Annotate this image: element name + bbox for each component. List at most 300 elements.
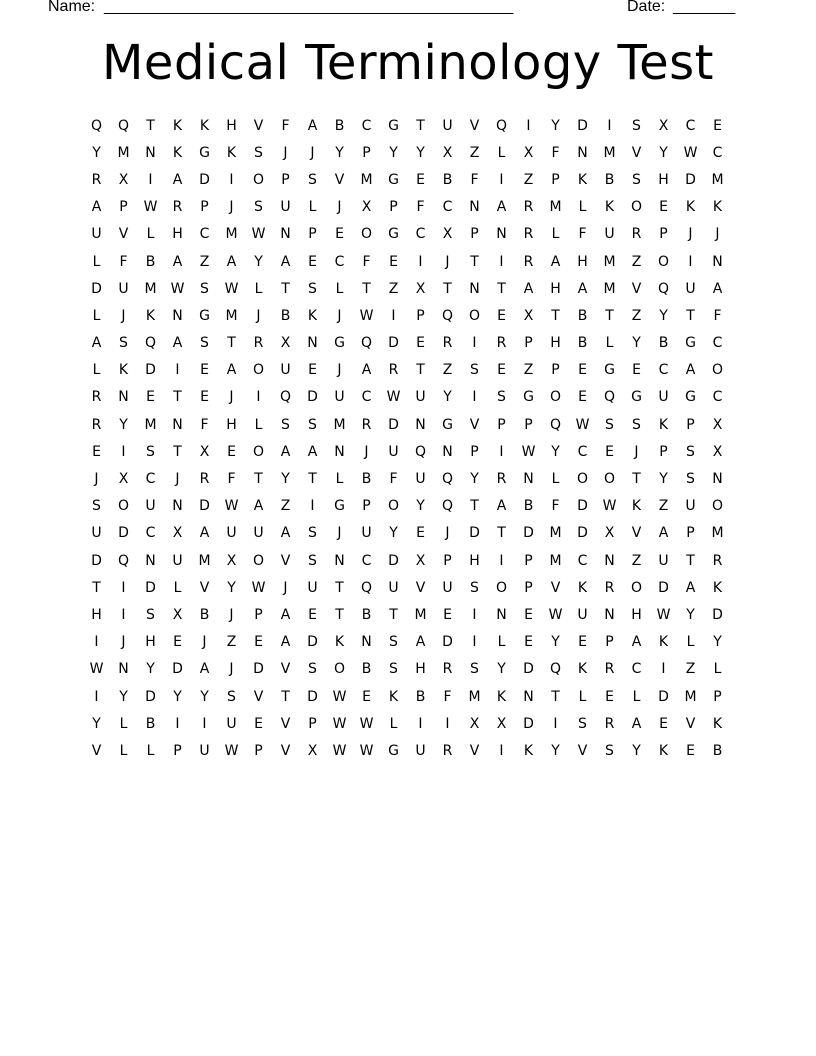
grid-letter: L <box>173 579 182 596</box>
grid-letter: W <box>575 416 590 433</box>
grid-letter: B <box>199 606 210 623</box>
grid-letter: K <box>685 199 696 216</box>
grid-letter: E <box>686 742 695 759</box>
grid-letter: P <box>551 362 560 379</box>
grid-letter: A <box>307 443 318 460</box>
grid-letter: Q <box>441 307 454 324</box>
grid-letter: R <box>91 389 102 406</box>
grid-letter: Y <box>416 498 425 515</box>
grid-letter: A <box>91 335 102 352</box>
grid-letter: L <box>254 280 263 297</box>
grid-letter: A <box>658 525 669 542</box>
grid-letter: M <box>144 416 157 433</box>
grid-letter: M <box>603 144 616 161</box>
grid-letter: F <box>470 171 479 188</box>
grid-letter: T <box>605 307 614 324</box>
grid-row <box>83 710 733 737</box>
grid-letter: P <box>659 226 668 243</box>
grid-letter: P <box>524 552 533 569</box>
grid-letter: A <box>631 634 642 651</box>
grid-letter: M <box>225 226 238 243</box>
grid-letter: X <box>172 525 183 542</box>
grid-letter: E <box>605 688 614 705</box>
grid-letter: M <box>144 280 157 297</box>
grid-letter: L <box>146 742 155 759</box>
grid-letter: W <box>683 144 698 161</box>
grid-letter: Y <box>335 144 344 161</box>
grid-letter: P <box>254 606 263 623</box>
grid-letter: R <box>388 362 399 379</box>
grid-letter: Y <box>281 471 290 488</box>
grid-letter: O <box>657 253 670 270</box>
grid-letter: A <box>280 443 291 460</box>
grid-letter: A <box>199 661 210 678</box>
grid-letter: D <box>442 634 453 651</box>
grid-letter: S <box>308 171 317 188</box>
grid-letter: K <box>658 416 669 433</box>
grid-letter: A <box>253 498 264 515</box>
grid-letter: Y <box>389 525 398 542</box>
grid-letter: S <box>200 280 209 297</box>
grid-letter: N <box>712 253 723 270</box>
grid-letter: E <box>497 307 506 324</box>
grid-letter: J <box>121 634 126 651</box>
grid-letter: G <box>604 362 615 379</box>
grid-letter: R <box>496 335 507 352</box>
grid-letter: Y <box>470 471 479 488</box>
grid-letter: E <box>200 362 209 379</box>
grid-letter: L <box>146 226 155 243</box>
grid-letter: Z <box>523 171 534 188</box>
grid-letter: S <box>308 661 317 678</box>
grid-letter: G <box>442 416 453 433</box>
grid-letter: K <box>226 144 237 161</box>
grid-row <box>83 248 733 275</box>
grid-letter: Q <box>360 335 373 352</box>
grid-letter: H <box>91 606 102 623</box>
grid-letter: I <box>121 443 126 460</box>
grid-letter: O <box>252 171 265 188</box>
grid-letter: C <box>712 389 723 406</box>
grid-letter: Q <box>441 471 454 488</box>
grid-letter: I <box>310 498 315 515</box>
grid-letter: L <box>578 688 587 705</box>
grid-letter: L <box>92 362 101 379</box>
grid-letter: A <box>172 171 183 188</box>
grid-letter: K <box>172 117 183 134</box>
grid-letter: X <box>523 307 534 324</box>
grid-letter: H <box>415 661 426 678</box>
grid-letter: X <box>442 226 453 243</box>
grid-letter: W <box>143 199 158 216</box>
grid-letter: W <box>224 498 239 515</box>
grid-letter: K <box>172 144 183 161</box>
grid-letter: J <box>175 471 180 488</box>
grid-letter: C <box>145 525 156 542</box>
grid-letter: P <box>524 416 533 433</box>
grid-letter: V <box>253 688 264 705</box>
grid-letter: N <box>523 471 534 488</box>
grid-letter: U <box>658 552 669 569</box>
grid-letter: G <box>334 335 345 352</box>
grid-letter: X <box>199 443 210 460</box>
grid-letter: F <box>281 117 290 134</box>
grid-letter: R <box>523 226 534 243</box>
grid-letter: I <box>175 715 180 732</box>
grid-letter: Y <box>713 634 722 651</box>
grid-letter: I <box>499 443 504 460</box>
grid-letter: O <box>711 498 724 515</box>
grid-letter: U <box>685 280 696 297</box>
grid-letter: C <box>712 144 723 161</box>
grid-row <box>83 465 733 492</box>
grid-letter: G <box>685 335 696 352</box>
grid-letter: I <box>472 389 477 406</box>
grid-letter: S <box>605 416 614 433</box>
grid-letter: V <box>199 579 210 596</box>
grid-letter: A <box>361 362 372 379</box>
grid-letter: Y <box>119 416 128 433</box>
grid-row <box>83 601 733 628</box>
grid-letter: P <box>173 742 182 759</box>
grid-letter: E <box>92 443 101 460</box>
grid-letter: P <box>443 552 452 569</box>
grid-letter: C <box>199 226 210 243</box>
grid-letter: C <box>712 335 723 352</box>
grid-letter: U <box>604 226 615 243</box>
grid-letter: Y <box>416 144 425 161</box>
grid-letter: U <box>415 389 426 406</box>
grid-letter: D <box>118 525 129 542</box>
grid-letter: J <box>715 226 720 243</box>
grid-row <box>83 438 733 465</box>
grid-letter: O <box>252 362 265 379</box>
grid-letter: C <box>685 117 696 134</box>
grid-letter: N <box>361 634 372 651</box>
grid-letter: X <box>712 416 723 433</box>
grid-letter: O <box>630 199 643 216</box>
grid-letter: E <box>308 253 317 270</box>
grid-letter: C <box>631 661 642 678</box>
grid-letter: E <box>605 443 614 460</box>
grid-letter: X <box>361 199 372 216</box>
grid-letter: W <box>521 443 536 460</box>
grid-letter: S <box>227 688 236 705</box>
grid-letter: T <box>173 389 182 406</box>
grid-letter: E <box>416 171 425 188</box>
grid-letter: B <box>415 688 426 705</box>
grid-letter: U <box>442 579 453 596</box>
grid-letter: M <box>549 199 562 216</box>
grid-letter: P <box>605 634 614 651</box>
grid-letter: E <box>308 362 317 379</box>
grid-letter: X <box>523 144 534 161</box>
grid-letter: T <box>281 280 290 297</box>
grid-letter: X <box>307 742 318 759</box>
grid-letter: F <box>362 253 371 270</box>
grid-letter: S <box>254 199 263 216</box>
grid-letter: D <box>91 552 102 569</box>
grid-letter: R <box>712 552 723 569</box>
grid-letter: Y <box>389 144 398 161</box>
grid-letter: L <box>308 199 317 216</box>
grid-letter: T <box>470 498 479 515</box>
grid-letter: P <box>254 742 263 759</box>
grid-letter: E <box>146 389 155 406</box>
grid-letter: I <box>418 253 423 270</box>
grid-letter: I <box>391 307 396 324</box>
grid-letter: D <box>145 362 156 379</box>
grid-letter: M <box>603 280 616 297</box>
grid-letter: G <box>334 498 345 515</box>
grid-letter: S <box>389 634 398 651</box>
grid-letter: Y <box>551 443 560 460</box>
grid-letter: F <box>227 471 236 488</box>
grid-letter: F <box>416 199 425 216</box>
grid-letter: W <box>251 579 266 596</box>
grid-row <box>83 737 733 764</box>
grid-row <box>83 683 733 710</box>
grid-letter: E <box>362 688 371 705</box>
grid-letter: K <box>496 688 507 705</box>
grid-letter: O <box>387 498 400 515</box>
grid-letter: K <box>334 634 345 651</box>
grid-letter: D <box>253 661 264 678</box>
grid-letter: Q <box>495 117 508 134</box>
grid-row <box>83 574 733 601</box>
grid-letter: V <box>91 742 102 759</box>
grid-letter: V <box>280 661 291 678</box>
grid-letter: R <box>442 335 453 352</box>
grid-letter: W <box>89 661 104 678</box>
grid-letter: Q <box>279 389 292 406</box>
grid-letter: D <box>388 416 399 433</box>
grid-letter: I <box>94 688 99 705</box>
grid-letter: D <box>685 171 696 188</box>
grid-letter: D <box>469 525 480 542</box>
grid-letter: D <box>172 661 183 678</box>
grid-letter: Y <box>551 634 560 651</box>
grid-letter: U <box>577 606 588 623</box>
grid-letter: F <box>443 688 452 705</box>
grid-letter: U <box>334 389 345 406</box>
grid-letter: I <box>607 117 612 134</box>
grid-letter: Q <box>117 552 130 569</box>
grid-letter: X <box>280 335 291 352</box>
grid-letter: F <box>578 226 587 243</box>
grid-letter: Y <box>173 688 182 705</box>
grid-letter: L <box>92 307 101 324</box>
grid-letter: Z <box>631 552 642 569</box>
grid-letter: D <box>577 498 588 515</box>
grid-letter: R <box>523 199 534 216</box>
grid-letter: T <box>416 117 425 134</box>
grid-letter: H <box>550 335 561 352</box>
grid-letter: L <box>497 634 506 651</box>
grid-letter: V <box>415 579 426 596</box>
grid-letter: M <box>549 552 562 569</box>
grid-letter: U <box>307 579 318 596</box>
grid-row <box>83 139 733 166</box>
grid-letter: T <box>92 579 101 596</box>
grid-letter: Y <box>632 335 641 352</box>
grid-letter: Z <box>523 362 534 379</box>
grid-letter: I <box>229 171 234 188</box>
grid-letter: Z <box>388 280 399 297</box>
grid-letter: K <box>523 742 534 759</box>
grid-letter: M <box>711 525 724 542</box>
grid-letter: I <box>526 117 531 134</box>
grid-letter: E <box>227 443 236 460</box>
grid-letter: M <box>468 688 481 705</box>
grid-letter: L <box>686 634 695 651</box>
grid-letter: R <box>91 171 102 188</box>
grid-letter: P <box>524 579 533 596</box>
grid-letter: L <box>92 253 101 270</box>
grid-letter: Q <box>441 498 454 515</box>
grid-letter: U <box>226 715 237 732</box>
grid-letter: E <box>200 389 209 406</box>
grid-letter: Z <box>442 362 453 379</box>
grid-letter: S <box>146 606 155 623</box>
grid-letter: R <box>172 199 183 216</box>
grid-letter: S <box>308 416 317 433</box>
grid-letter: V <box>469 742 480 759</box>
grid-row <box>83 656 733 683</box>
grid-letter: C <box>145 471 156 488</box>
grid-letter: D <box>199 498 210 515</box>
grid-letter: N <box>496 226 507 243</box>
grid-letter: I <box>256 389 261 406</box>
grid-letter: J <box>310 144 315 161</box>
grid-letter: A <box>631 715 642 732</box>
grid-letter: P <box>524 335 533 352</box>
grid-row <box>83 330 733 357</box>
grid-letter: J <box>283 144 288 161</box>
grid-letter: K <box>712 715 723 732</box>
grid-letter: H <box>172 226 183 243</box>
grid-letter: U <box>658 389 669 406</box>
grid-letter: K <box>658 742 669 759</box>
grid-letter: L <box>254 416 263 433</box>
grid-letter: M <box>711 171 724 188</box>
grid-letter: B <box>523 498 534 515</box>
grid-letter: U <box>253 525 264 542</box>
grid-letter: W <box>602 498 617 515</box>
grid-row <box>83 194 733 221</box>
grid-letter: J <box>229 606 234 623</box>
grid-letter: Y <box>146 661 155 678</box>
grid-letter: G <box>388 742 399 759</box>
grid-letter: Z <box>226 634 237 651</box>
grid-letter: N <box>604 606 615 623</box>
grid-letter: T <box>470 253 479 270</box>
grid-letter: H <box>550 280 561 297</box>
grid-letter: M <box>603 253 616 270</box>
grid-letter: S <box>632 117 641 134</box>
grid-letter: Q <box>414 443 427 460</box>
grid-letter: O <box>117 498 130 515</box>
grid-letter: R <box>442 661 453 678</box>
grid-letter: O <box>360 226 373 243</box>
grid-letter: N <box>469 280 480 297</box>
grid-letter: D <box>307 389 318 406</box>
grid-letter: E <box>524 634 533 651</box>
grid-letter: M <box>225 307 238 324</box>
grid-letter: N <box>118 389 129 406</box>
grid-letter: I <box>121 606 126 623</box>
grid-letter: B <box>577 335 588 352</box>
grid-letter: A <box>577 280 588 297</box>
grid-letter: T <box>497 280 506 297</box>
grid-letter: Y <box>686 606 695 623</box>
grid-letter: S <box>578 715 587 732</box>
grid-letter: I <box>499 552 504 569</box>
grid-letter: Y <box>659 307 668 324</box>
grid-letter: N <box>280 226 291 243</box>
grid-letter: I <box>202 715 207 732</box>
grid-letter: Y <box>659 144 668 161</box>
grid-letter: M <box>198 552 211 569</box>
grid-letter: Y <box>200 688 209 705</box>
date-field[interactable]: _______ <box>673 0 736 15</box>
grid-letter: W <box>224 742 239 759</box>
grid-letter: C <box>361 117 372 134</box>
grid-letter: O <box>252 552 265 569</box>
grid-letter: S <box>254 144 263 161</box>
grid-letter: C <box>577 443 588 460</box>
grid-letter: U <box>361 525 372 542</box>
grid-letter: Q <box>90 117 103 134</box>
grid-letter: N <box>334 443 345 460</box>
grid-letter: A <box>415 634 426 651</box>
grid-letter: A <box>280 253 291 270</box>
grid-letter: L <box>551 471 560 488</box>
grid-row <box>83 629 733 656</box>
grid-letter: J <box>445 525 450 542</box>
grid-letter: S <box>497 389 506 406</box>
grid-letter: F <box>551 498 560 515</box>
grid-letter: O <box>630 579 643 596</box>
grid-letter: J <box>337 307 342 324</box>
grid-letter: P <box>362 498 371 515</box>
grid-letter: T <box>416 362 425 379</box>
grid-letter: O <box>576 471 589 488</box>
grid-letter: V <box>685 715 696 732</box>
grid-letter: G <box>199 307 210 324</box>
grid-letter: U <box>442 117 453 134</box>
grid-letter: D <box>145 579 156 596</box>
date-label: Date: <box>627 0 666 15</box>
grid-letter: P <box>686 525 695 542</box>
grid-letter: E <box>254 715 263 732</box>
grid-letter: P <box>308 715 317 732</box>
grid-letter: E <box>416 525 425 542</box>
name-field[interactable]: ______________________________________________ <box>104 0 514 15</box>
grid-letter: G <box>199 144 210 161</box>
grid-row <box>83 357 733 384</box>
grid-letter: X <box>658 117 669 134</box>
grid-letter: V <box>118 226 129 243</box>
grid-letter: R <box>604 579 615 596</box>
grid-letter: L <box>497 144 506 161</box>
grid-letter: B <box>145 253 156 270</box>
grid-letter: D <box>523 525 534 542</box>
grid-letter: V <box>631 280 642 297</box>
grid-letter: G <box>523 389 534 406</box>
grid-letter: V <box>469 416 480 433</box>
grid-letter: N <box>145 552 156 569</box>
